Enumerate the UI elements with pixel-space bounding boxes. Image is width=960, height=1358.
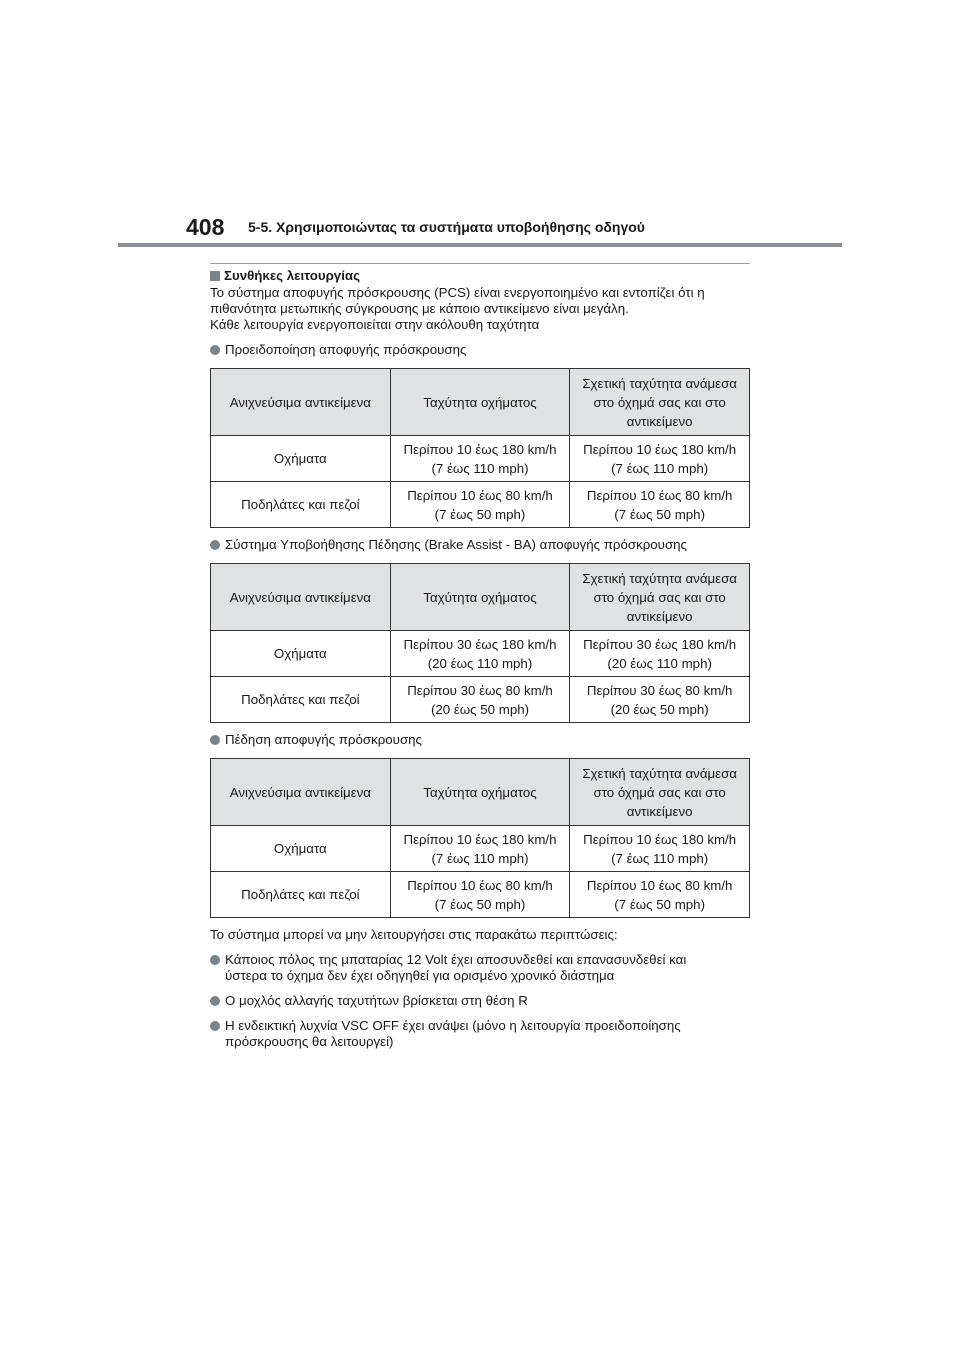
condition-line: Κάποιος πόλος της μπαταρίας 12 Volt έχει αποσυνδεθεί και επανασυνδεθεί και xyxy=(225,952,687,967)
condition-line: ύστερα το όχημα δεν έχει οδηγηθεί για ορισμένο χρονικό διάστημα xyxy=(225,968,615,983)
cell-speed xyxy=(390,436,570,482)
condition-item xyxy=(210,993,750,1009)
table-label xyxy=(210,732,750,748)
speed-table-warning xyxy=(210,368,750,528)
header-relative-speed xyxy=(570,369,750,436)
cell-speed xyxy=(390,872,570,918)
header-objects: Ανιχνεύσιμα αντικείμενα xyxy=(211,369,391,436)
header-line: στο όχημά σας και στο xyxy=(593,784,726,800)
cell-object: Ποδηλάτες και πεζοί xyxy=(211,482,391,528)
header-relative-speed xyxy=(570,564,750,631)
cell-line: (7 έως 110 mph) xyxy=(611,850,709,866)
cell-line: Περίπου 10 έως 180 km/h xyxy=(403,441,557,457)
header-objects: Ανιχνεύσιμα αντικείμενα xyxy=(211,759,391,826)
cell-line: Περίπου 10 έως 180 km/h xyxy=(583,441,737,457)
condition-line: Ο μοχλός αλλαγής ταχυτήτων βρίσκεται στη θέση R xyxy=(225,993,528,1008)
intro-line: Το σύστημα αποφυγής πρόσκρουσης (PCS) είναι ενεργοποιημένο και εντοπίζει ότι η xyxy=(210,285,705,300)
cell-line: Περίπου 10 έως 80 km/h xyxy=(407,877,553,893)
table-header-row xyxy=(211,564,750,631)
cell-object: Οχήματα xyxy=(211,631,391,677)
table-label xyxy=(210,342,750,358)
header-line: αντικείμενο xyxy=(626,413,693,429)
table-row xyxy=(211,436,750,482)
section-divider xyxy=(210,263,750,264)
cell-line: Περίπου 30 έως 80 km/h xyxy=(586,682,733,698)
cell-speed xyxy=(390,677,570,723)
cell-line: (7 έως 110 mph) xyxy=(431,460,529,476)
cell-line: (20 έως 50 mph) xyxy=(610,701,709,717)
cell-line: (7 έως 50 mph) xyxy=(434,506,526,522)
cell-line: (7 έως 50 mph) xyxy=(614,506,706,522)
cell-line: (20 έως 110 mph) xyxy=(427,655,533,671)
square-bullet-icon xyxy=(210,271,220,281)
table-label-text: Πέδηση αποφυγής πρόσκρουσης xyxy=(225,732,422,747)
table-row xyxy=(211,826,750,872)
cell-line: Περίπου 30 έως 80 km/h xyxy=(407,682,553,698)
cell-line: Περίπου 10 έως 80 km/h xyxy=(586,877,733,893)
intro-line: πιθανότητα μετωπικής σύγκρουσης με κάποιο αντικείμενο είναι μεγάλη. xyxy=(210,301,629,316)
header-line: Σχετική ταχύτητα ανάμεσα xyxy=(582,375,737,391)
header-objects: Ανιχνεύσιμα αντικείμενα xyxy=(211,564,391,631)
circle-bullet-icon xyxy=(210,540,220,550)
cell-relative xyxy=(570,482,750,528)
header-vehicle-speed: Ταχύτητα οχήματος xyxy=(390,369,570,436)
header-line: στο όχημά σας και στο xyxy=(593,589,726,605)
chapter-title: 5-5. Χρησιμοποιώντας τα συστήματα υποβοήθησης οδηγού xyxy=(248,219,645,235)
table-header-row xyxy=(211,369,750,436)
cell-object: Ποδηλάτες και πεζοί xyxy=(211,677,391,723)
cell-relative xyxy=(570,872,750,918)
section-heading-text: Συνθήκες λειτουργίας xyxy=(224,268,360,283)
cell-line: Περίπου 30 έως 180 km/h xyxy=(403,636,557,652)
table-row xyxy=(211,631,750,677)
table-label-text: Προειδοποίηση αποφυγής πρόσκρουσης xyxy=(225,342,467,357)
cell-speed xyxy=(390,631,570,677)
cell-relative xyxy=(570,677,750,723)
condition-text xyxy=(225,952,750,984)
cell-line: (20 έως 110 mph) xyxy=(607,655,712,671)
cell-line: (7 έως 50 mph) xyxy=(434,896,526,912)
intro-paragraph xyxy=(210,285,750,333)
cell-relative xyxy=(570,631,750,677)
cell-line: Περίπου 10 έως 180 km/h xyxy=(403,831,557,847)
conditions-intro: Το σύστημα μπορεί να μην λειτουργήσει στις παρακάτω περιπτώσεις: xyxy=(210,927,618,942)
condition-line: Η ενδεικτική λυχνία VSC OFF έχει ανάψει (μόνο η λειτουργία προειδοποίησης xyxy=(225,1018,681,1033)
cell-speed xyxy=(390,826,570,872)
header-vehicle-speed: Ταχύτητα οχήματος xyxy=(390,564,570,631)
header-divider xyxy=(118,243,842,247)
cell-relative xyxy=(570,826,750,872)
table-row xyxy=(211,677,750,723)
cell-relative xyxy=(570,436,750,482)
table-row xyxy=(211,482,750,528)
condition-line: πρόσκρουσης θα λειτουργεί) xyxy=(225,1034,394,1049)
condition-item xyxy=(210,1018,750,1050)
header-line: Σχετική ταχύτητα ανάμεσα xyxy=(582,570,737,586)
section-heading xyxy=(210,268,750,284)
page-number: 408 xyxy=(186,214,225,240)
condition-item xyxy=(210,952,750,984)
table-header-row xyxy=(211,759,750,826)
speed-table-braking xyxy=(210,758,750,918)
circle-bullet-icon xyxy=(210,735,220,745)
header-line: αντικείμενο xyxy=(626,608,693,624)
cell-line: Περίπου 10 έως 180 km/h xyxy=(583,831,737,847)
header-relative-speed xyxy=(570,759,750,826)
header-vehicle-speed: Ταχύτητα οχήματος xyxy=(390,759,570,826)
header-line: αντικείμενο xyxy=(626,803,693,819)
table-row xyxy=(211,872,750,918)
circle-bullet-icon xyxy=(210,345,220,355)
page-header xyxy=(0,0,960,250)
table-label xyxy=(210,537,750,553)
main-content xyxy=(210,268,750,1050)
circle-bullet-icon xyxy=(210,955,220,965)
cell-line: Περίπου 10 έως 80 km/h xyxy=(586,487,733,503)
circle-bullet-icon xyxy=(210,1021,220,1031)
cell-line: (20 έως 50 mph) xyxy=(430,701,530,717)
header-line: στο όχημά σας και στο xyxy=(593,394,726,410)
condition-text xyxy=(225,1018,750,1050)
cell-object: Ποδηλάτες και πεζοί xyxy=(211,872,391,918)
cell-line: (7 έως 50 mph) xyxy=(614,896,706,912)
cell-line: Περίπου 30 έως 180 km/h xyxy=(583,636,737,652)
condition-text xyxy=(225,993,750,1009)
cell-line: (7 έως 110 mph) xyxy=(431,850,529,866)
cell-speed xyxy=(390,482,570,528)
intro-line: Κάθε λειτουργία ενεργοποιείται στην ακόλουθη ταχύτητα xyxy=(210,317,540,332)
header-line: Σχετική ταχύτητα ανάμεσα xyxy=(582,765,737,781)
speed-table-brake-assist xyxy=(210,563,750,723)
cell-line: Περίπου 10 έως 80 km/h xyxy=(407,487,553,503)
table-label-text: Σύστημα Υποβοήθησης Πέδησης (Brake Assist - BA) αποφυγής πρόσκρουσης xyxy=(225,537,687,552)
cell-line: (7 έως 110 mph) xyxy=(611,460,709,476)
cell-object: Οχήματα xyxy=(211,436,391,482)
cell-object: Οχήματα xyxy=(211,826,391,872)
circle-bullet-icon xyxy=(210,996,220,1006)
